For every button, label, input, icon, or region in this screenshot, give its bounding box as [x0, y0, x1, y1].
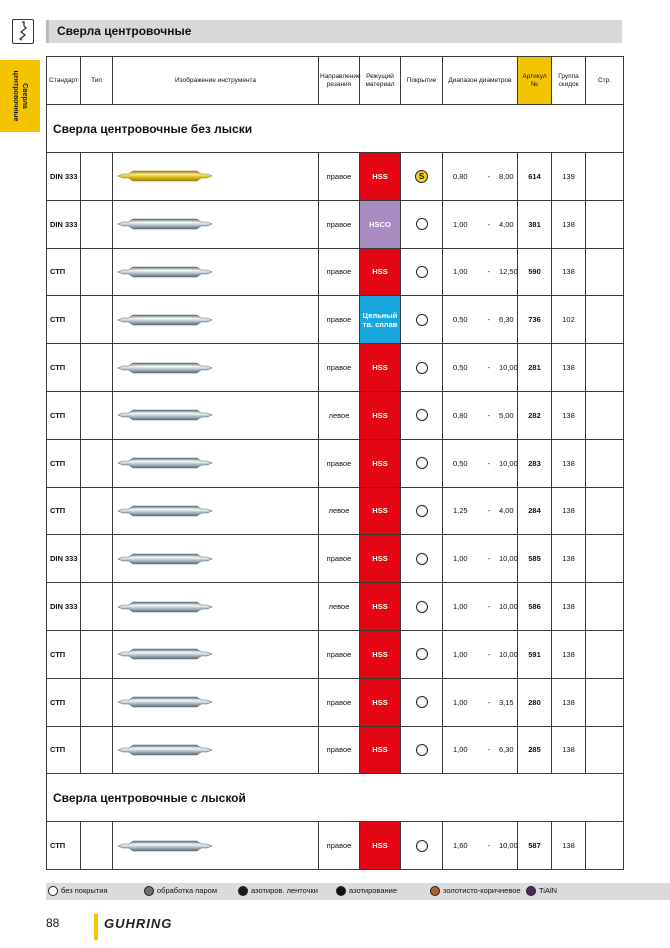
brand-logo: GUHRING	[104, 916, 173, 931]
discount-group-cell: 138	[552, 535, 586, 583]
tool-image-cell	[113, 344, 319, 392]
side-tab[interactable]	[0, 60, 40, 132]
uncoated-icon	[416, 648, 428, 660]
material-cell: HSS	[360, 391, 401, 439]
diameter-range-cell	[443, 391, 518, 439]
range-max: 6,30	[499, 745, 514, 755]
discount-group-cell: 138	[552, 678, 586, 726]
col-image: Изображение инструмента	[113, 57, 319, 105]
diameter-range-cell	[443, 583, 518, 631]
range-max: 6,30	[499, 315, 514, 325]
page-ref-cell	[586, 391, 624, 439]
header-bar	[46, 20, 622, 43]
direction-cell: правое	[319, 678, 360, 726]
type-cell	[81, 248, 113, 296]
uncoated-icon	[416, 840, 428, 852]
type-cell	[81, 200, 113, 248]
direction-cell: левое	[319, 583, 360, 631]
standard-cell: СТП	[47, 630, 81, 678]
discount-group-cell: 138	[552, 822, 586, 870]
discount-group-cell: 138	[552, 439, 586, 487]
range-dash: -	[487, 745, 491, 755]
standard-cell: DIN 333	[47, 535, 81, 583]
col-coating: Покрытие	[401, 57, 443, 105]
page-ref-cell	[586, 822, 624, 870]
material-cell: HSS	[360, 630, 401, 678]
range-min: 1,00	[453, 745, 468, 755]
range-max: 12,50	[499, 267, 518, 277]
page-ref-cell	[586, 153, 624, 201]
coating-swatch-icon	[144, 886, 154, 896]
material-cell: Цельный тв. сплав	[360, 296, 401, 344]
discount-group-cell: 138	[552, 487, 586, 535]
article-cell[interactable]: 585	[518, 535, 552, 583]
standard-cell: DIN 333	[47, 200, 81, 248]
coating-cell	[401, 153, 443, 201]
coating-swatch-icon	[526, 886, 536, 896]
page-ref-cell	[586, 200, 624, 248]
type-cell	[81, 535, 113, 583]
direction-cell: левое	[319, 487, 360, 535]
legend-label: обработка паром	[157, 886, 217, 895]
range-min: 1,00	[453, 649, 468, 659]
article-cell[interactable]: 586	[518, 583, 552, 631]
range-max: 10,00	[499, 602, 518, 612]
table-row[interactable]	[47, 678, 624, 726]
tool-image-cell	[113, 583, 319, 631]
discount-group-cell: 138	[552, 344, 586, 392]
legend-item	[48, 886, 108, 896]
col-type: Тип	[81, 57, 113, 105]
range-max: 8,00	[499, 171, 514, 181]
range-dash: -	[487, 363, 491, 373]
center-drill-icon	[117, 599, 213, 615]
tool-image-cell	[113, 439, 319, 487]
col-direction: Направление резания	[319, 57, 360, 105]
legend-label: TiAlN	[539, 886, 558, 895]
table-row[interactable]	[47, 248, 624, 296]
center-drill-icon	[117, 407, 213, 423]
diameter-range-cell	[443, 630, 518, 678]
discount-group-cell: 138	[552, 391, 586, 439]
coating-cell	[401, 630, 443, 678]
range-dash: -	[487, 267, 491, 277]
material-cell: HSS	[360, 248, 401, 296]
uncoated-icon	[416, 553, 428, 565]
table-row[interactable]	[47, 439, 624, 487]
coating-cell	[401, 200, 443, 248]
type-cell	[81, 344, 113, 392]
direction-cell: правое	[319, 535, 360, 583]
direction-cell: правое	[319, 344, 360, 392]
direction-cell: правое	[319, 439, 360, 487]
uncoated-icon	[416, 457, 428, 469]
direction-cell: левое	[319, 391, 360, 439]
range-dash: -	[487, 506, 491, 516]
coating-legend	[46, 883, 670, 900]
side-tab-label: Сверла центровочные	[12, 70, 28, 122]
table-row[interactable]	[47, 200, 624, 248]
material-cell: HSS	[360, 726, 401, 774]
tool-image-cell	[113, 678, 319, 726]
uncoated-icon	[416, 601, 428, 613]
type-cell	[81, 726, 113, 774]
standard-cell: СТП	[47, 296, 81, 344]
material-cell: HSS	[360, 583, 401, 631]
legend-label: без покрытия	[61, 886, 108, 895]
discount-group-cell: 138	[552, 726, 586, 774]
tool-image-cell	[113, 535, 319, 583]
range-max: 10,00	[499, 554, 518, 564]
tool-image-cell	[113, 153, 319, 201]
table-header	[47, 57, 624, 105]
standard-cell: СТП	[47, 248, 81, 296]
range-min: 0,50	[453, 315, 468, 325]
range-max: 10,00	[499, 841, 518, 851]
section-title: Сверла центровочные с лыской	[47, 774, 624, 822]
range-dash: -	[487, 697, 491, 707]
standard-cell: DIN 333	[47, 153, 81, 201]
standard-cell: СТП	[47, 439, 81, 487]
table-row[interactable]	[47, 344, 624, 392]
diameter-range-cell	[443, 296, 518, 344]
direction-cell: правое	[319, 726, 360, 774]
table-row[interactable]	[47, 630, 624, 678]
range-min: 1,00	[453, 267, 468, 277]
col-discount: Группа скидок	[552, 57, 586, 105]
uncoated-icon	[416, 266, 428, 278]
material-cell: HSCO	[360, 200, 401, 248]
type-cell	[81, 822, 113, 870]
center-drill-icon	[117, 216, 213, 232]
coating-cell	[401, 296, 443, 344]
diameter-range-cell	[443, 200, 518, 248]
coating-cell	[401, 344, 443, 392]
table-row[interactable]	[47, 296, 624, 344]
page-ref-cell	[586, 296, 624, 344]
direction-cell: правое	[319, 200, 360, 248]
article-cell[interactable]: 282	[518, 391, 552, 439]
table-row[interactable]	[47, 487, 624, 535]
material-cell: HSS	[360, 344, 401, 392]
center-drill-icon	[117, 646, 213, 662]
page-ref-cell	[586, 726, 624, 774]
range-min: 1,00	[453, 554, 468, 564]
coating-cell	[401, 439, 443, 487]
range-dash: -	[487, 649, 491, 659]
standard-cell: СТП	[47, 726, 81, 774]
col-article: Артикул №	[518, 57, 552, 105]
diameter-range-cell	[443, 535, 518, 583]
table-row[interactable]	[47, 391, 624, 439]
page-ref-cell	[586, 630, 624, 678]
coating-cell	[401, 583, 443, 631]
uncoated-icon	[416, 362, 428, 374]
tool-image-cell	[113, 487, 319, 535]
material-cell: HSS	[360, 487, 401, 535]
article-cell[interactable]: 736	[518, 296, 552, 344]
tool-image-cell	[113, 248, 319, 296]
direction-cell: правое	[319, 822, 360, 870]
coating-swatch-icon	[48, 886, 58, 896]
uncoated-icon	[416, 505, 428, 517]
coating-cell	[401, 248, 443, 296]
table-row[interactable]	[47, 153, 624, 201]
article-cell[interactable]: 285	[518, 726, 552, 774]
col-standard: Стандарт	[47, 57, 81, 105]
range-min: 1,00	[453, 602, 468, 612]
uncoated-icon	[416, 409, 428, 421]
type-cell	[81, 630, 113, 678]
range-max: 4,00	[499, 506, 514, 516]
legend-item	[336, 886, 397, 896]
range-max: 10,00	[499, 649, 518, 659]
legend-item	[430, 886, 521, 896]
range-dash: -	[487, 410, 491, 420]
page-ref-cell	[586, 583, 624, 631]
page-title: Сверла центровочные	[57, 24, 192, 38]
range-min: 1,60	[453, 841, 468, 851]
diameter-range-cell	[443, 344, 518, 392]
steam-coating-icon: S	[415, 170, 428, 183]
tool-image-cell	[113, 296, 319, 344]
standard-cell: СТП	[47, 391, 81, 439]
range-max: 10,00	[499, 363, 518, 373]
col-page: Стр.	[586, 57, 624, 105]
standard-cell: СТП	[47, 822, 81, 870]
tool-image-cell	[113, 726, 319, 774]
discount-group-cell: 102	[552, 296, 586, 344]
tool-image-cell	[113, 391, 319, 439]
material-cell: HSS	[360, 822, 401, 870]
uncoated-icon	[416, 314, 428, 326]
page-ref-cell	[586, 678, 624, 726]
material-cell: HSS	[360, 678, 401, 726]
range-max: 3,15	[499, 697, 514, 707]
section-title: Сверла центровочные без лыски	[47, 105, 624, 153]
range-max: 5,00	[499, 410, 514, 420]
table-row[interactable]	[47, 535, 624, 583]
type-cell	[81, 678, 113, 726]
diameter-range-cell	[443, 822, 518, 870]
discount-group-cell: 139	[552, 153, 586, 201]
type-cell	[81, 487, 113, 535]
diameter-range-cell	[443, 726, 518, 774]
legend-item	[144, 886, 217, 896]
brand-accent-bar	[94, 914, 98, 940]
type-cell	[81, 583, 113, 631]
type-cell	[81, 153, 113, 201]
center-drill-icon	[117, 455, 213, 471]
col-range: Диапазон диаметров	[443, 57, 518, 105]
tool-image-cell	[113, 630, 319, 678]
diameter-range-cell	[443, 487, 518, 535]
direction-cell: правое	[319, 248, 360, 296]
range-min: 0,50	[453, 458, 468, 468]
article-cell[interactable]: 614	[518, 153, 552, 201]
range-min: 1,25	[453, 506, 468, 516]
col-material: Режущий материал	[360, 57, 401, 105]
range-min: 1,00	[453, 697, 468, 707]
range-min: 0,80	[453, 171, 468, 181]
center-drill-icon	[117, 551, 213, 567]
discount-group-cell: 138	[552, 583, 586, 631]
legend-label: азотиров. ленточки	[251, 886, 318, 895]
range-dash: -	[487, 219, 491, 229]
article-cell[interactable]: 280	[518, 678, 552, 726]
range-min: 1,00	[453, 219, 468, 229]
diameter-range-cell	[443, 248, 518, 296]
range-max: 4,00	[499, 219, 514, 229]
range-dash: -	[487, 841, 491, 851]
section-header	[47, 774, 624, 822]
uncoated-icon	[416, 696, 428, 708]
diameter-range-cell	[443, 439, 518, 487]
coating-swatch-icon	[430, 886, 440, 896]
table-body	[47, 105, 624, 870]
legend-item	[526, 886, 557, 896]
coating-cell	[401, 822, 443, 870]
range-dash: -	[487, 602, 491, 612]
standard-cell: СТП	[47, 678, 81, 726]
range-dash: -	[487, 315, 491, 325]
center-drill-icon	[117, 312, 213, 328]
center-drill-icon	[117, 360, 213, 376]
coating-cell	[401, 391, 443, 439]
coating-cell	[401, 487, 443, 535]
direction-cell: правое	[319, 296, 360, 344]
range-min: 0,50	[453, 363, 468, 373]
material-cell: HSS	[360, 153, 401, 201]
table-row[interactable]	[47, 583, 624, 631]
center-drill-icon	[117, 742, 213, 758]
range-min: 0,80	[453, 410, 468, 420]
range-max: 10,00	[499, 458, 518, 468]
standard-cell: СТП	[47, 344, 81, 392]
legend-label: азотирование	[349, 886, 397, 895]
article-cell[interactable]: 591	[518, 630, 552, 678]
standard-cell: DIN 333	[47, 583, 81, 631]
section-header	[47, 105, 624, 153]
direction-cell: правое	[319, 630, 360, 678]
article-cell[interactable]: 587	[518, 822, 552, 870]
material-cell: HSS	[360, 439, 401, 487]
legend-item	[238, 886, 318, 896]
coating-cell	[401, 535, 443, 583]
range-dash: -	[487, 458, 491, 468]
standard-cell: СТП	[47, 487, 81, 535]
center-drill-icon	[117, 264, 213, 280]
type-cell	[81, 391, 113, 439]
page-ref-cell	[586, 344, 624, 392]
type-cell	[81, 439, 113, 487]
table-row[interactable]	[47, 726, 624, 774]
coating-cell	[401, 678, 443, 726]
page-ref-cell	[586, 535, 624, 583]
uncoated-icon	[416, 744, 428, 756]
article-cell[interactable]: 283	[518, 439, 552, 487]
coating-swatch-icon	[336, 886, 346, 896]
article-cell[interactable]: 381	[518, 200, 552, 248]
diameter-range-cell	[443, 153, 518, 201]
center-drill-icon	[117, 694, 213, 710]
tool-image-cell	[113, 200, 319, 248]
page-number: 88	[46, 916, 60, 930]
product-table	[46, 56, 624, 870]
center-drill-icon	[117, 838, 213, 854]
table-row[interactable]	[47, 822, 624, 870]
coating-swatch-icon	[238, 886, 248, 896]
drill-logo-icon	[12, 19, 34, 44]
uncoated-icon	[416, 218, 428, 230]
page-ref-cell	[586, 248, 624, 296]
range-dash: -	[487, 171, 491, 181]
type-cell	[81, 296, 113, 344]
tool-image-cell	[113, 822, 319, 870]
article-cell[interactable]: 281	[518, 344, 552, 392]
diameter-range-cell	[443, 678, 518, 726]
material-cell: HSS	[360, 535, 401, 583]
article-cell[interactable]: 590	[518, 248, 552, 296]
discount-group-cell: 138	[552, 200, 586, 248]
page-ref-cell	[586, 439, 624, 487]
article-cell[interactable]: 284	[518, 487, 552, 535]
page-ref-cell	[586, 487, 624, 535]
center-drill-icon	[117, 503, 213, 519]
range-dash: -	[487, 554, 491, 564]
center-drill-icon	[117, 168, 213, 184]
legend-label: золотисто-коричневое	[443, 886, 521, 895]
discount-group-cell: 138	[552, 630, 586, 678]
discount-group-cell: 138	[552, 248, 586, 296]
direction-cell: правое	[319, 153, 360, 201]
coating-cell	[401, 726, 443, 774]
